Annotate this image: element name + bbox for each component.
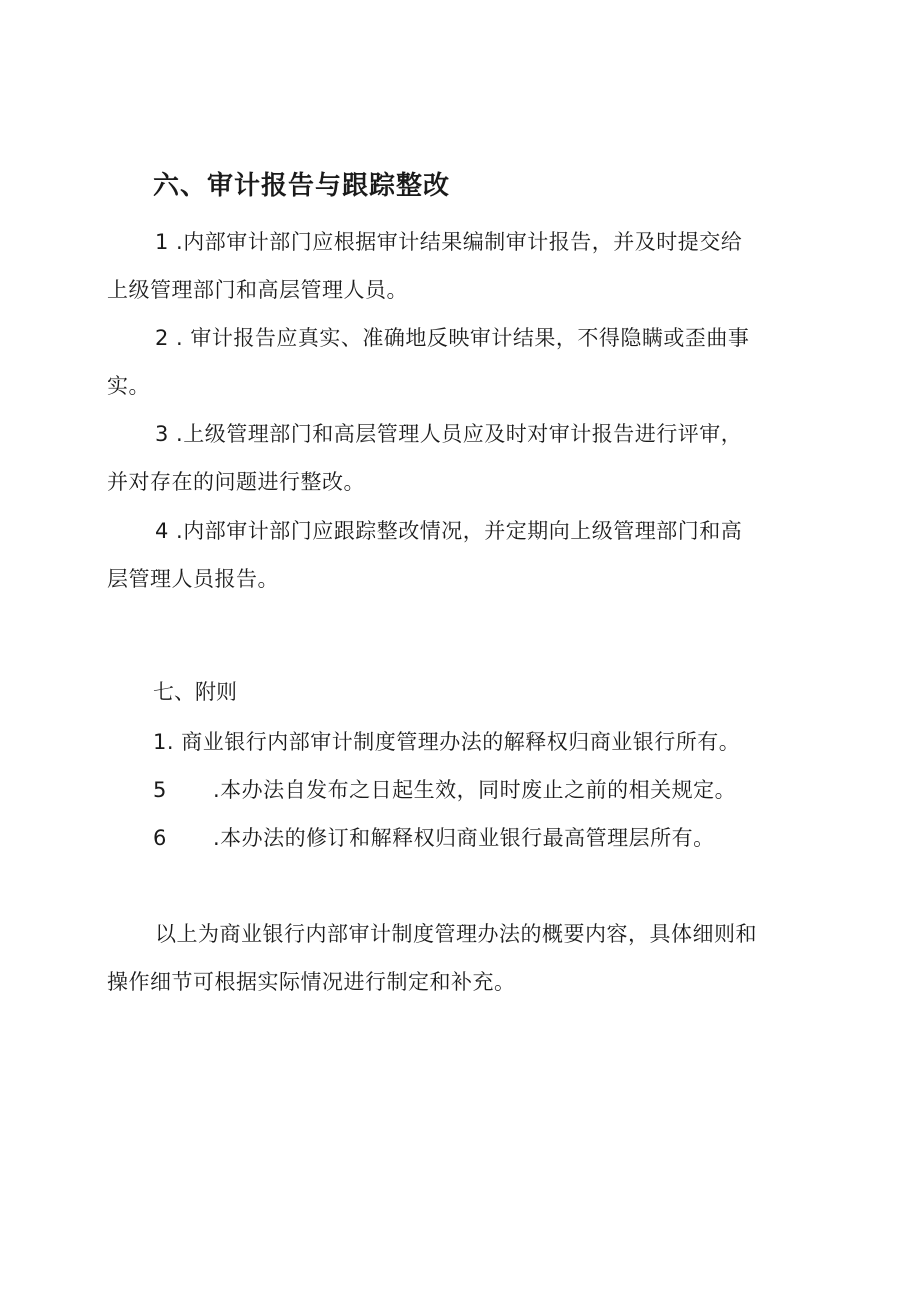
item-text-line1: .内部审计部门应根据审计结果编制审计报告，并及时提交给 (168, 230, 743, 254)
item-text: 商业银行内部审计制度管理办法的解释权归商业银行所有。 (174, 730, 741, 754)
section-6-item-1 (107, 218, 807, 314)
item-text-line2: 上级管理部门和高层管理人员。 (107, 278, 408, 302)
section-7-item-6 (153, 818, 715, 858)
item-text-line2: 实。 (107, 374, 150, 398)
item-number: 2 (155, 326, 169, 350)
item-text-line2: 层管理人员报告。 (107, 567, 279, 591)
summary-line1: 以上为商业银行内部审计制度管理办法的概要内容，具体细则和 (155, 922, 757, 946)
summary-paragraph (107, 910, 807, 1006)
item-text: .本办法的修订和解释权归商业银行最高管理层所有。 (213, 826, 715, 850)
section-6-title: 六、审计报告与跟踪整改 (153, 171, 451, 201)
section-6-item-3 (107, 410, 807, 506)
item-number: 3 (155, 422, 169, 446)
item-number: 5 (153, 778, 167, 802)
item-text: .本办法自发布之日起生效，同时废止之前的相关规定。 (213, 778, 737, 802)
summary-line2: 操作细节可根据实际情况进行制定和补充。 (107, 970, 516, 994)
section-7-item-5 (153, 770, 736, 810)
item-number: 4 (155, 519, 169, 543)
section-6-item-4 (107, 507, 807, 603)
section-7-item-1 (153, 722, 740, 762)
item-text-line1: .上级管理部门和高层管理人员应及时对审计报告进行评审， (168, 422, 743, 446)
item-text-line2: 并对存在的问题进行整改。 (107, 470, 365, 494)
item-text-line1: .内部审计部门应跟踪整改情况，并定期向上级管理部门和高 (168, 519, 743, 543)
item-number: 1. (153, 730, 175, 754)
section-6-item-2 (107, 314, 807, 410)
item-number: 1 (155, 230, 169, 254)
section-7-title: 七、附则 (153, 680, 237, 704)
item-text-line1: . 审计报告应真实、准确地反映审计结果，不得隐瞒或歪曲事 (168, 326, 750, 350)
item-number: 6 (153, 826, 167, 850)
